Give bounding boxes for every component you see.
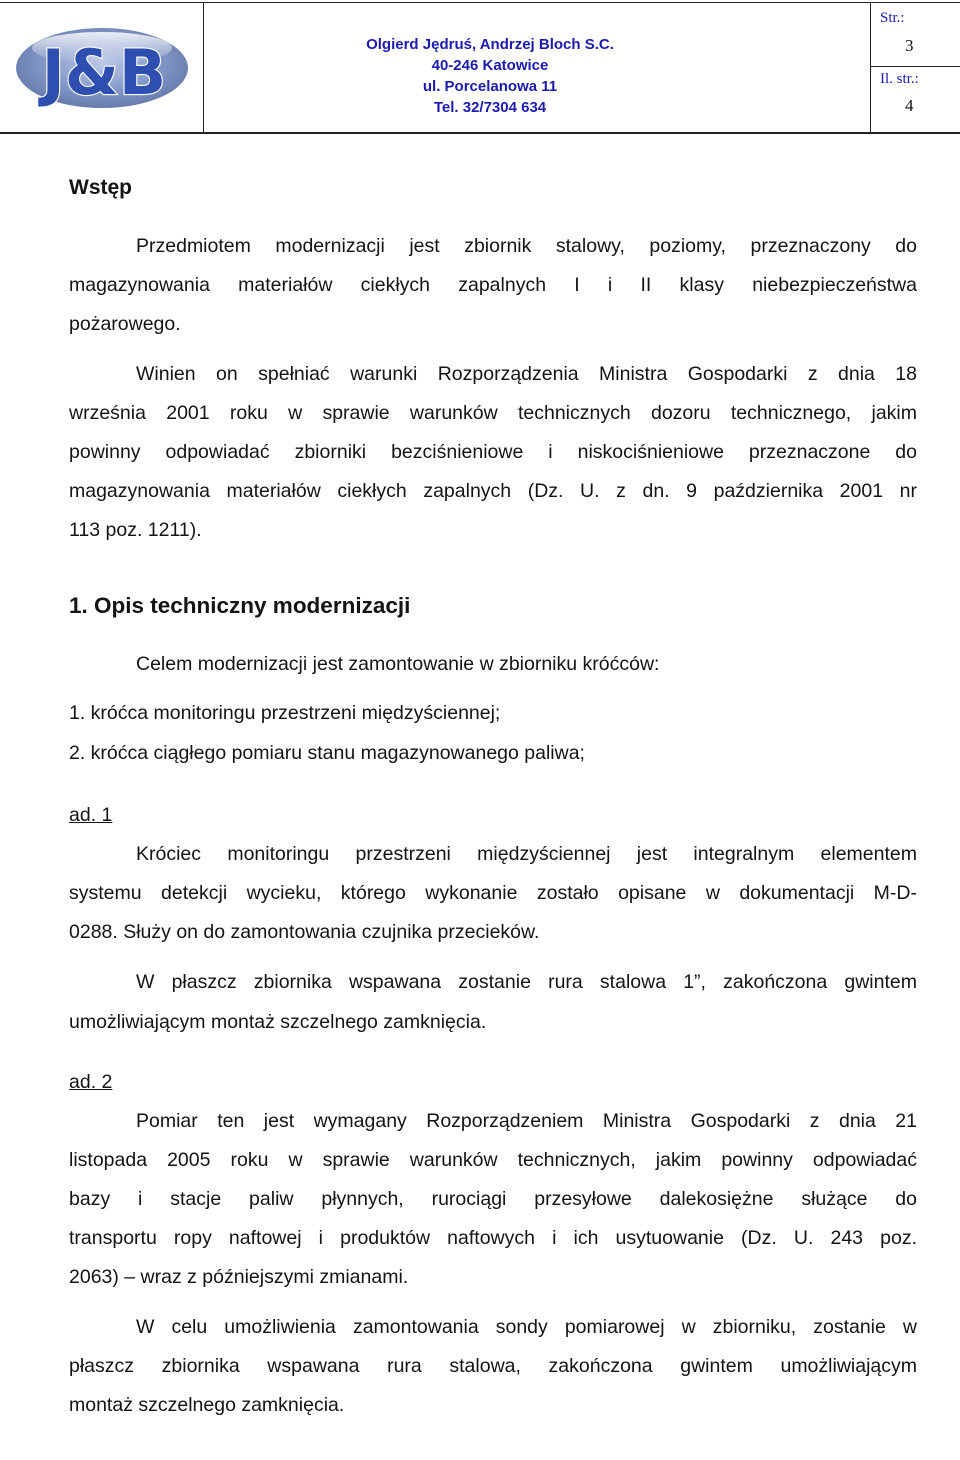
ad2-p1-line2: listopada 2005 roku w sprawie warunków technicznych, jakim powinny odpowiadać bbox=[69, 1149, 917, 1171]
header-divider-right bbox=[870, 2, 871, 133]
ad1-p2-line2: umożliwiającym montaż szczelnego zamknięcia. bbox=[69, 1011, 487, 1033]
intro-p1-line3: pożarowego. bbox=[69, 313, 181, 335]
ad2-label: ad. 2 bbox=[69, 1071, 113, 1093]
intro-p2-line3: powinny odpowiadać zbiorniki bezciśnieniowe i niskociśnieniowe przeznaczone do bbox=[69, 441, 917, 463]
ad2-p1-line4: transportu ropy naftowej i produktów naftowych i ich usytuowanie (Dz. U. 243 poz. bbox=[69, 1227, 917, 1249]
ad1-label: ad. 1 bbox=[69, 804, 113, 826]
ad1-p1-line3: 0288. Służy on do zamontowania czujnika przecieków. bbox=[69, 921, 540, 943]
intro-p2-line2: września 2001 roku w sprawie warunków technicznych dozoru technicznego, jakim bbox=[69, 402, 917, 424]
ad2-p1-line5: 2063) – wraz z późniejszymi zmianami. bbox=[69, 1266, 409, 1288]
company-name: Olgierd Jędruś, Andrzej Bloch S.C. bbox=[366, 36, 614, 53]
section1-item-2: 2. króćca ciągłego pomiaru stanu magazynowanego paliwa; bbox=[69, 742, 585, 764]
ad2-p1-line3: bazy i stacje paliw płynnych, rurociągi przesyłowe dalekosiężne służące do bbox=[69, 1188, 917, 1210]
company-info bbox=[300, 34, 680, 118]
header-bottom-rule bbox=[0, 132, 960, 134]
company-phone: Tel. 32/7304 634 bbox=[433, 99, 547, 116]
intro-p2-line5: 113 poz. 1211). bbox=[69, 519, 202, 541]
intro-p1-line2: magazynowania materiałów ciekłych zapalnych I i II klasy niebezpieczeństwa bbox=[69, 274, 917, 296]
ad1-p1-line1: Króciec monitoringu przestrzeni międzyściennej jest integralnym elementem bbox=[136, 843, 917, 865]
ad1-p1-line2: systemu detekcji wycieku, którego wykonanie zostało opisane w dokumentacji M-D- bbox=[69, 882, 917, 904]
intro-p2-line1: Winien on spełniać warunki Rozporządzenia Ministra Gospodarki z dnia 18 bbox=[136, 363, 917, 385]
company-street: ul. Porcelanowa 11 bbox=[422, 78, 558, 95]
company-city: 40-246 Katowice bbox=[431, 57, 549, 74]
company-logo bbox=[14, 22, 190, 110]
document-header bbox=[0, 0, 960, 134]
ad2-p2-line2: płaszcz zbiornika wspawana rura stalowa, zakończona gwintem umożliwiającym bbox=[69, 1355, 917, 1377]
section1-heading: 1. Opis techniczny modernizacji bbox=[69, 593, 411, 618]
page-number-value: 3 bbox=[905, 36, 914, 55]
section1-item-1: 1. króćca monitoringu przestrzeni międzyściennej; bbox=[69, 702, 501, 724]
ad1-p2-line1: W płaszcz zbiornika wspawana zostanie rura stalowa 1”, zakończona gwintem bbox=[136, 971, 917, 993]
svg-text:J&B: J&B bbox=[41, 36, 167, 109]
ad2-p1-line1: Pomiar ten jest wymagany Rozporządzeniem Ministra Gospodarki z dnia 21 bbox=[136, 1110, 917, 1132]
intro-p1-line1: Przedmiotem modernizacji jest zbiornik stalowy, poziomy, przeznaczony do bbox=[136, 235, 917, 257]
page-number-label: Str.: bbox=[880, 10, 905, 26]
page-count-label: Il. str.: bbox=[880, 71, 919, 87]
ad2-p2-line3: montaż szczelnego zamknięcia. bbox=[69, 1394, 345, 1416]
header-page-box-divider bbox=[870, 66, 960, 67]
header-divider-left bbox=[203, 2, 204, 133]
section1-lead: Celem modernizacji jest zamontowanie w zbiorniku króćców: bbox=[136, 653, 660, 675]
page-count-value: 4 bbox=[905, 96, 914, 115]
header-top-rule bbox=[0, 2, 960, 3]
intro-p2-line4: magazynowania materiałów ciekłych zapalnych (Dz. U. z dn. 9 października 2001 nr bbox=[69, 480, 917, 502]
intro-heading: Wstęp bbox=[69, 176, 132, 199]
ad2-p2-line1: W celu umożliwienia zamontowania sondy pomiarowej w zbiorniku, zostanie w bbox=[136, 1316, 917, 1338]
